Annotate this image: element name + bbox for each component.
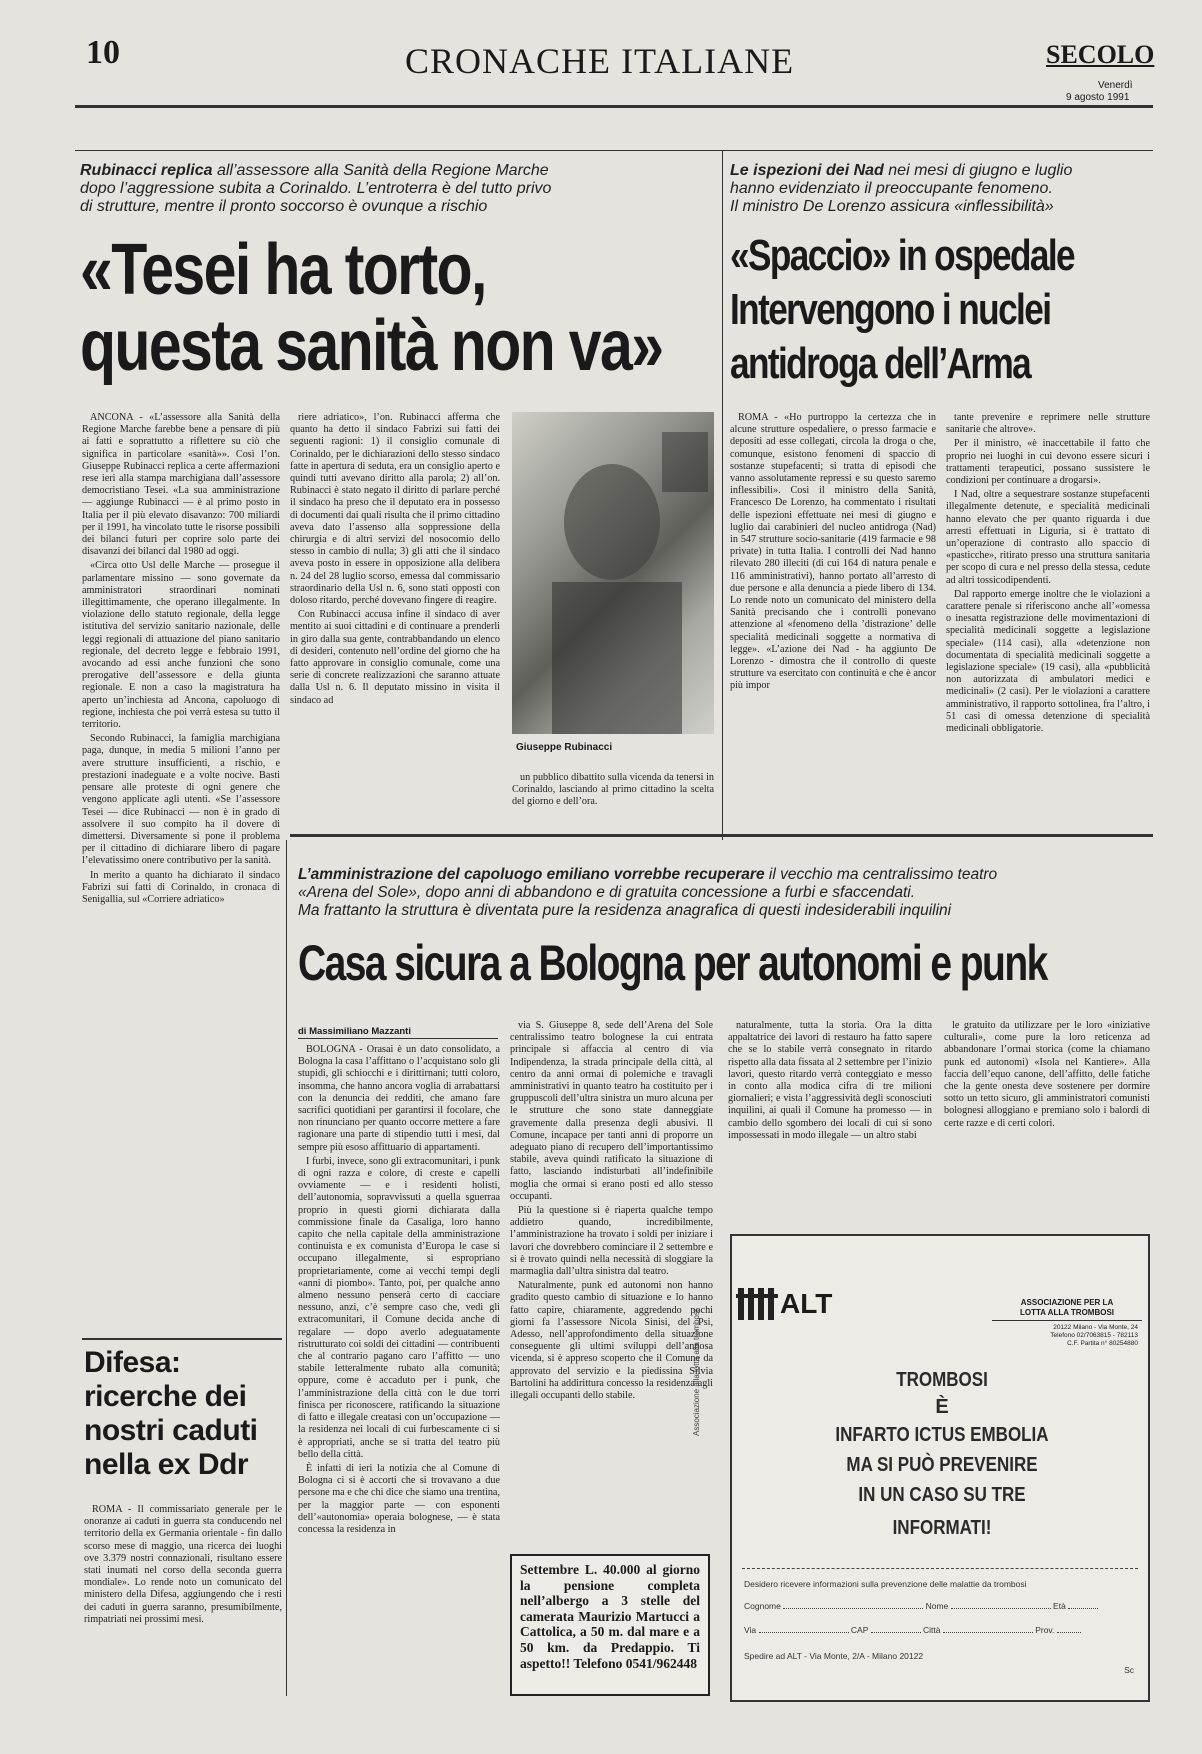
nad-column-2: tante prevenire e reprimere nelle strutture sanitarie che altrove». Per il ministro, «è inaccettabile il fatto che proprio nei luoghi in cui devono essere sicuri i trattamenti terapeutici, possano sussistere le condizioni per continuare a drogarsi». I Nad, oltre a sequestrare sostanze stupefacenti illegalmente detenute, e specialità medicinali hanno elevato che per quanto riguarda i due arresti effettuati in Liguria, si è trattato di un’operazione di contrasto allo spaccio di «pasticche», ritirato presso una struttura sanitaria per scopo di cura e nel presso della stessa, cedute ad altri tossicodipendenti. Dal rapporto emerge inoltre che le violazioni a carattere penale si riferiscono anche all’«omessa o inesatta registrazione delle movimentazioni di specialità medicinali soggette a legislazione speciale» (114 casi), alla «detenzione non documentata di specialità medicinali soggette a legislazione speciale» (19 casi), alla «pubblicità non autorizzata di ambulatori medici e medicinali» (2 casi). Per le violazioni a carattere amministrativo, il rapporto sottolinea, fra l’altro, i 51 casi di omessa detenzione di specialità medicinali obbligatorie. xyxy=(946,412,1150,735)
alt-slogan: TROMBOSI È INFARTO ICTUS EMBOLIA MA SI PUÒ PREVENIRE IN UN CASO SU TRE INFORMATI! xyxy=(835,1369,1049,1539)
alt-coupon xyxy=(742,1568,1138,1695)
nad-headline-line3: antidroga dell’Arma xyxy=(730,339,1031,388)
alt-logo-icon xyxy=(736,1284,780,1324)
bologna-column-3: naturalmente, tutta la storia. Ora la ditta appaltatrice dei lavori di restauro ha fatto sapere che se lo stabile verrà consegnato in ritardo rispetto alla data fissata al 2 settembre per l’inizio lavori, questo ritardo verrà conteggiato e messo in conto alla modica cifra di tre milioni giornalieri; e vista l’aggressività degli sconosciuti inquilini, ai quali il Comune ha promesso — in cambio dello sgombero dei locali di cui si sono impossessati in modo illegale — un altro stabi xyxy=(728,1020,932,1141)
upper-frame-top xyxy=(75,150,1153,151)
difesa-headline: Difesa: ricerche dei nostri caduti nella ex Ddr xyxy=(84,1346,258,1481)
pensione-text: Settembre L. 40.000 al giorno la pensione completa nell’albergo a 3 stelle del camerata Maurizio Martucci a Cattolica, a 50 m. dal mare e a 50 km. da Predappio. Ti aspetto!! Telefono 0541/962448 xyxy=(520,1562,700,1671)
bologna-kicker: L’amministrazione del capoluogo emiliano vorrebbe recuperare il vecchio ma centralissimo teatro «Arena del Sole», dopo anni di abbandono e di gratuita concessione a furbi e sfaccendati. Ma frattanto la struttura è diventata pure la residenza anagrafica di questi indesiderabili inquilini xyxy=(298,866,998,919)
masthead-rule xyxy=(75,105,1153,108)
alt-advertisement xyxy=(692,1234,1150,1702)
upper-separator xyxy=(722,150,723,840)
nad-column-1: ROMA - «Ho purtroppo la certezza che in alcune strutture ospedaliere, o presso farmacie e depositi ad esse collegati, circola la droga o che, comunque, esistono fenomeni di spaccio di sostanze stupefacenti; si tratta di episodi che vanno assolutamente repressi e su questo saremo inflessibili». Così il ministro della Sanità, Francesco De Lorenzo, ha commentato i risultati delle ispezioni effettuate nei mesi di giugno e luglio dai carabinieri del nucleo antidroga (Nad) in 547 strutture socio-sanitarie (419 farmacie e 98 private) in tutta Italia. I controlli dei Nad hanno rilevato 280 illeciti (di cui 164 di natura penale e 116 amministrativi), hanno portato all’arresto di due persone e alla denuncia a piede libero di 134. Lo rende noto un comunicato del ministero della Sanità precisando che i controlli ponevano attenzione al «fenomeno della ’distrazione’ delle specialità medicinali soggette a normativa di legge». «L’azione dei Nad - ha aggiunto De Lorenzo - dimostra che il controllo di queste strutture va esercitato con continuità e che è ancor più impor xyxy=(730,412,936,692)
tesei-column-2: riere adriatico», l’on. Rubinacci afferma che quanto ha detto il sindaco Fabrizi sui fatti dei seguenti ragioni: 1) il consiglio comunale di Corinaldo, per le dichiarazioni dello stesso sindaco fatte in apertura di seduta, era un consiglio aperto e quindi tutti avevano diritto alla parola; 2) all’on. Rubinacci è stato negato il diritto di parlare perché il sindaco ha preso che il deputato era in possesso di documenti dai quali risulta che il primo cittadino aveva dato l’assenso alla soppressione della chirurgia e di altri servizi del nosocomio dello stesso in cambio di nulla; 3) gli atti che il sindaco aveva posto in essere in opposizione alla delibera n. 24 del 28 luglio scorso, emessa dal commissario straordinario della Usl n. 6, sono stati opposti con doloso ritardo, perché dovevano fingere di reagire. Con Rubinacci accusa infine il sindaco di aver mentito ai suoi cittadini e di continuare a prenderli in giro dalla sua gente, contrabbandando un elenco di desideri, contenuto nell’ordine del giorno che ha fatto approvare in consiglio comunale, come una serie di concrete realizzazioni che saranno attuate dalla Usl n. 6. Il deputato missino in visita il sindaco ad xyxy=(290,412,500,706)
page-number: 10 xyxy=(86,34,120,71)
tesei-kicker: Rubinacci replica all’assessore alla Sanità della Regione Marche dopo l’aggressione subita a Corinaldo. L’entroterra è del tutto privo di strutture, mentre il pronto soccorso è ovunque a rischio xyxy=(80,162,552,215)
coupon-name-field[interactable] xyxy=(951,1608,1051,1609)
pensione-box xyxy=(510,1554,710,1696)
weekday: Venerdì xyxy=(1098,80,1133,91)
rubinacci-photo xyxy=(512,412,714,734)
coupon-age-label: Età xyxy=(1053,1601,1066,1611)
coupon-name-label: Nome xyxy=(925,1601,949,1611)
coupon-street-field[interactable] xyxy=(759,1632,849,1633)
coupon-code: Sc xyxy=(1124,1665,1134,1675)
lower-separator xyxy=(286,840,287,1696)
date: 9 agosto 1991 xyxy=(1066,92,1130,103)
alt-side-text: Associazione alla lotta alla trombosi xyxy=(692,1309,701,1436)
coupon-street-label: Via xyxy=(744,1625,757,1635)
alt-logo xyxy=(736,1284,856,1324)
coupon-prov-field[interactable] xyxy=(1057,1632,1081,1633)
byline-rule xyxy=(298,1038,498,1039)
coupon-surname-field[interactable] xyxy=(783,1608,923,1609)
tesei-headline-line1: «Tesei ha torto, xyxy=(80,230,486,310)
bologna-column-2: via S. Giuseppe 8, sede dell’Arena del Sole centralissimo teatro bolognese la cui entrata principale si affaccia al centro di via Indipendenza, la strada principale della città, al centro da anni ormai di polemiche e travagli amministrativi in quanto teatro ha costituito per i gruppuscoli dell’ultra sinistra un muro alcuna per le strutture che sono state danneggiate gravemente dalla presenza degli abusivi. Il Comune, incapace per tanti anni di proporre un adeguato piano di recupero dell’importantissimo stabile, aveva quindi ratificato la situazione di fatto, lasciando indisturbati all’indefinibile moglia che ormai si erano posti ed allo stesso occupanti. Più la questione si è riaperta qualche tempo addietro quando, incredibilmente, l’amministrazione ha trovato i soldi per iniziare i lavori che dovrebbero cominciare il 2 settembre e si è trovato quindi nella necessità di sloggiare la marmaglia dall’ultra sinistra dal teatro. Naturalmente, punk ed autonomi non hanno gradito questo cambio di situazione e lo hanno fatto capire, chiaramente, aggredendo pochi giorni fa l’assessore Nicola Sinisi, del Psi, Adesso, nell’approfondimento della situazione conseguente gli ultimi sviluppi dell’annosa vicenda, si è appreso scoperto che il Comune da approvato del servizio e la piedissina Silvia Bartolini ha addirittura concesso la residenza agli illegali occupanti dello stabile. xyxy=(510,1020,713,1402)
coupon-intro: Desidero ricevere informazioni sulla prevenzione delle malattie da trombosi xyxy=(744,1579,1027,1589)
alt-address: 20122 Milano - Via Monte, 24 Telefono 02/7063815 - 782113 C.F. Partita n° 80254880 xyxy=(1050,1324,1138,1347)
coupon-prov-label: Prov. xyxy=(1035,1625,1055,1635)
coupon-age-field[interactable] xyxy=(1068,1608,1098,1609)
difesa-top-rule xyxy=(82,1338,282,1340)
coupon-city-label: Città xyxy=(922,1625,941,1635)
bologna-headline: Casa sicura a Bologna per autonomi e punk xyxy=(298,935,1047,991)
tesei-headline-line2: questa sanità non va» xyxy=(80,306,663,386)
difesa-body: ROMA - Il commissariato generale per le onoranze ai caduti in guerra sta conducendo nel territorio della ex Germania orientale - fin dallo scorso mese di maggio, una ricerca dei luoghi ove 3.379 nostri connazionali, risultano essere stati inumati nel corso della seconda guerra mondiale». Lo rende noto un comunicato del ministero della Difesa, aggiungendo che i resti dei caduti in guerra saranno, presumibilmente, rimpatriati nei prossimi mesi. xyxy=(84,1504,282,1625)
nad-headline-line2: Intervengono i nuclei xyxy=(730,285,1051,334)
bologna-column-4: le gratuito da utilizzare per le loro «iniziative culturali», come pure la loro reticenza ad abbandonare l’ormai storica (come la chiamano punk ed autonomi) «Isola nel Kantiere». Alla faccia dell’equo canone, dell’affitto, delle fatiche che la gente onesta deve sostenere per dormire sotto un tetto sicuro, gli amministratori comunisti bolognesi alloggiano e premiano solo i balordi di certe razze e di certi colori. xyxy=(944,1020,1150,1129)
coupon-surname-label: Cognome xyxy=(744,1601,781,1611)
section-title: CRONACHE ITALIANE xyxy=(405,41,795,81)
alt-association: ASSOCIAZIONE PER LA LOTTA ALLA TROMBOSI xyxy=(992,1298,1142,1321)
coupon-cap-field[interactable] xyxy=(871,1632,921,1633)
photo-caption: Giuseppe Rubinacci xyxy=(516,742,613,753)
bologna-column-1: BOLOGNA - Orasai è un dato consolidato, a Bologna la casa l’affittano o l’acquistano solo gli stupidi, gli schiocchi e i dirittirnani; tutti coloro, insomma, che hanno ancora voglia di arrabattarsi con la denuncia dei redditi, che amano fare sacrifici quotidiani per garantirsi il focolare, che non rinunciano per quanto occorre mettere a fare ragionare una parte di stipendio tutti i mesi, dal sempre più esoso affittuario di appartamenti. I furbi, invece, sono gli extracomunitari, i punk di ogni razza e colore, di creste e capelli ovviamente — e i residenti holisti, dell’autonomia, sopravvissuti a quella sguerraa proprio in questi giorni dichiarata dalla commissione finale da Casaliga, loro hanno capito che nella capitale della amministrazione continuista e ex comunista d’Europa le case si occupano illegalmente, si espropriano proprietariamente, come ai vecchi tempi degli «anni di piombo». Tanto, poi, per qualche anno almeno nessuno penserà certo di cacciare nessuno, anzi, c’è sempre caso che, vedi gli extracomunitari, il Comune decida anche di regalare — dopo averlo adeguatamente ristrutturato coi soldi dei cittadini — contribuenti che al contrario pagano caro l’affitto — uno stabile letteralmente rubato alla comunità; oppure, come è accaduto per i punk, che l’amministrazione della città con le due torri finisca per riconoscere, ratificando la situazione di fatto e illegale creatasi con un’occupazione — la residenza nei locali di cui furbescamente ci si è appropriati, anche se si tratta del teatro più bello della città. È infatti di ieri la notizia che al Comune di Bologna ci si è accorti che si trovavano a due persone ma e che chi dice che siamo una trentina, per la maggior parte — con esponenti dell’«autonomia» operaia bolognese, — è stata concessa la residenza in xyxy=(298,1044,500,1535)
tesei-column-3: un pubblico dibattito sulla vicenda da tenersi in Corinaldo, lasciando al primo cittadino la scelta del giorno e dell’ora. xyxy=(512,772,714,808)
portrait-illustration xyxy=(512,412,714,734)
alt-logo-text: ALT xyxy=(780,1288,833,1319)
coupon-send: Spedire ad ALT - Via Monte, 2/A - Milano 20122 xyxy=(744,1651,924,1661)
coupon-cap-label: CAP xyxy=(850,1625,869,1635)
bologna-top-rule xyxy=(290,834,1153,837)
nad-headline-line1: «Spaccio» in ospedale xyxy=(730,231,1074,280)
bologna-byline: di Massimiliano Mazzanti xyxy=(298,1026,411,1037)
paper-name: SECOLO xyxy=(1046,40,1155,69)
nad-kicker: Le ispezioni dei Nad nei mesi di giugno e luglio hanno evidenziato il preoccupante fenomeno. Il ministro De Lorenzo assicura «inflessibilità» xyxy=(730,162,1073,215)
tesei-column-1: ANCONA - «L’assessore alla Sanità della Regione Marche farebbe bene a pensare di più ai fatti e soprattutto a riflettere su ciò che significa in particolare «sanità»». Così l’on. Giuseppe Rubinacci replica a certe affermazioni rese ieri alla stampa marchigiana dall’assessore democristiano Tesei. «La sua amministrazione — aggiunge Rubinacci — è al primo posto in Italia per il più elevato disavanzo: 700 miliardi per il 1991, ha vincolato tutte le risorse possibili dei bilanci futuri per coprire solo parte dei disavanzi dei bilanci dal 1980 ad oggi. «Circa otto Usl delle Marche — prosegue il parlamentare missino — sono governate da amministratori straordinari nominati illegittimamente, che operano illegalmente. In violazione dello statuto regionale, della legge istitutiva del servizio sanitario nazionale, delle leggi regionali di attuazione del piano sanitario regionale, del decreto legge e febbraio 1991, avocando ad essi anche funzioni che sono prerogative dell’assessore e della giunta regionale. E non a caso la magistratura ha aperto un’inchiesta ad Ancona, capoluogo di regione, inchiesta che poi verrà estesa su tutto il territorio. Secondo Rubinacci, la famiglia marchigiana paga, dunque, in media 5 milioni l’anno per avere strutture insufficienti, a rischio, e prestazioni inadeguate e a volte nocive. Basti pensare alle proteste di ogni genere che vengono applicate agli utenti. «Se l’assessore Tesei — dice Rubinacci — non è in grado di assolvere il suo compito ha il dovere di dimettersi. Diversamente si pone il problema per il cittadino di dichiarare libero di pagare l’elevatissimo onere contributivo per la sanità. In merito a quanto ha dichiarato il sindaco Fabrizi sui fatti di Corinaldo, in cronaca di Senigallia, sul «Corriere adriatico» xyxy=(82,412,280,905)
coupon-city-field[interactable] xyxy=(943,1632,1033,1633)
